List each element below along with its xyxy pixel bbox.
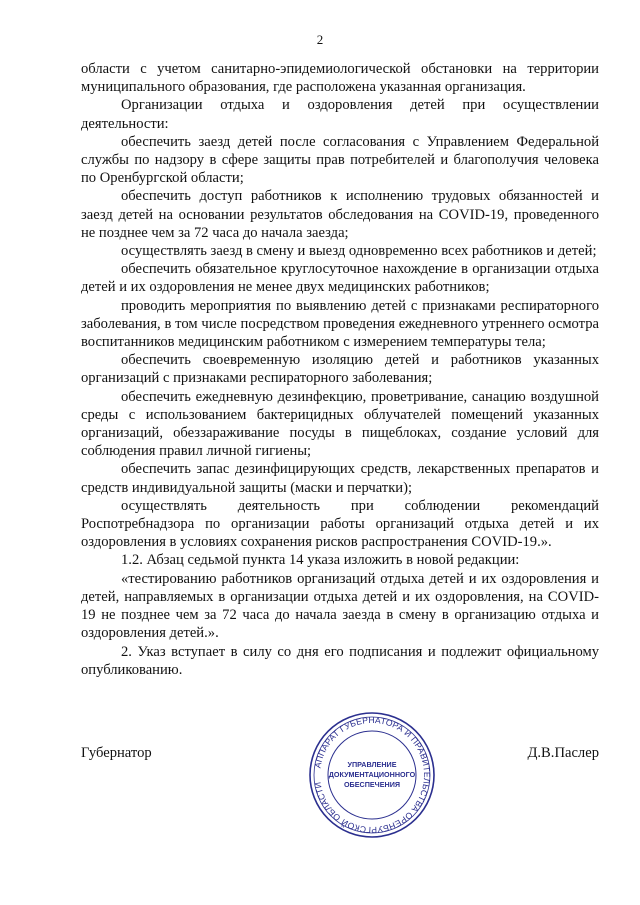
document-body	[81, 60, 599, 679]
paragraph: 2. Указ вступает в силу со дня его подписания и подлежит официальному опубликованию.	[81, 643, 599, 678]
signatory-name: Д.В.Паслер	[527, 745, 599, 761]
paragraph: Организации отдыха и оздоровления детей при осуществлении деятельности:	[81, 97, 599, 132]
paragraph: «тестированию работников организаций отдыха детей и их оздоровления и детей, направляемых в организации отдыха детей и их оздоровления, на COVID-19 не позднее чем за 72 часа до начала заезда в смену в организацию отдыха и оздоровления детей.».	[81, 570, 599, 642]
seal-center-line3: ОБЕСПЕЧЕНИЯ	[343, 780, 401, 789]
paragraph: осуществлять деятельность при соблюдении рекомендаций Роспотребнадзора по организации работы организаций отдыха детей и их оздоровления в условиях сохранения рисков распространения COVID-19.».	[81, 497, 599, 551]
paragraph: проводить мероприятия по выявлению детей с признаками респираторного заболевания, в том числе посредством проведения ежедневного утреннего осмотра воспитанников медицинским работником с измерением температуры тела;	[81, 297, 599, 351]
paragraph: 1.2. Абзац седьмой пункта 14 указа изложить в новой редакции:	[121, 552, 520, 569]
seal-center-line2: ДОКУМЕНТАЦИОННОГО	[328, 770, 416, 779]
paragraph: обеспечить запас дезинфицирующих средств, лекарственных препаратов и средств индивидуальной защиты (маски и перчатки);	[81, 461, 599, 496]
official-seal	[307, 710, 437, 840]
paragraph: осуществлять заезд в смену и выезд одновременно всех работников и детей;	[121, 243, 597, 260]
paragraph: обеспечить доступ работников к исполнению трудовых обязанностей и заезд детей на основании результатов обследования на COVID-19, проведенного не позднее чем за 72 часа до начала заезда;	[81, 188, 599, 241]
paragraph: обеспечить своевременную изоляцию детей и работников указанных организаций с признаками респираторного заболевания;	[81, 352, 599, 387]
paragraph: обеспечить обязательное круглосуточное нахождение в организации отдыха детей и их оздоровления не менее двух медицинских работников;	[81, 261, 599, 296]
paragraph: обеспечить ежедневную дезинфекцию, проветривание, санацию воздушной среды с использованием бактерицидных облучателей помещений указанных организаций, обеззараживание посуды в пищеблоках, создание условий для соблюдения правил личной гигиены;	[81, 388, 599, 460]
paragraph: обеспечить заезд детей после согласования с Управлением Федеральной службы по надзору в сфере защиты прав потребителей и благополучия человека по Оренбургской области;	[81, 133, 599, 187]
signatory-position: Губернатор	[81, 745, 152, 761]
seal-center-line1: УПРАВЛЕНИЕ	[347, 760, 397, 769]
seal-ring-text: АППАРАТ ГУБЕРНАТОРА И ПРАВИТЕЛЬСТВА ОРЕНБУРГСКОЙ ОБЛАСТИ	[312, 714, 433, 836]
paragraph: области с учетом санитарно-эпидемиологической обстановки на территории муниципального образования, где расположена указанная организация.	[81, 61, 599, 96]
page-number: 2	[316, 32, 324, 47]
